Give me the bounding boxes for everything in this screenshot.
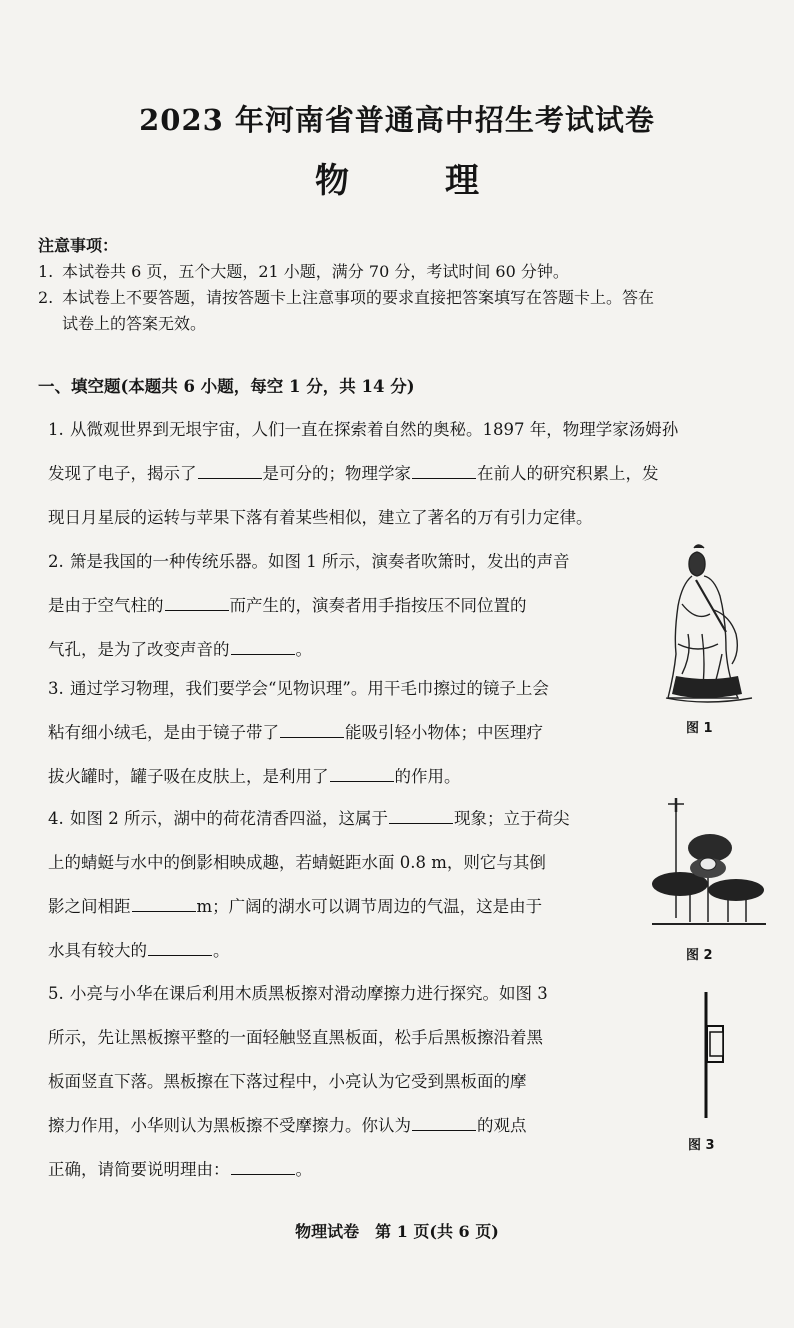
notice-text: 本试卷上不要答题，请按答题卡上注意事项的要求直接把答案填写在答题卡上。答在 bbox=[62, 288, 655, 307]
answer-blank bbox=[389, 805, 453, 824]
question-text: 的观点 bbox=[477, 1116, 527, 1135]
answer-blank bbox=[412, 1112, 476, 1131]
question-text: 能吸引轻小物体；中医理疗 bbox=[345, 723, 543, 742]
question-text: 是由于空气柱的 bbox=[48, 596, 164, 615]
question-text: 小亮与小华在课后利用木质黑板擦对滑动摩擦力进行探究。如图 3 bbox=[70, 984, 548, 1003]
question-text: 。 bbox=[295, 640, 312, 659]
answer-blank bbox=[132, 893, 196, 912]
answer-blank bbox=[148, 937, 212, 956]
notice-text-continued: 试卷上的答案无效。 bbox=[62, 314, 207, 333]
page-footer: 物理试卷 第 1 页(共 6 页) bbox=[295, 1222, 499, 1241]
question-text: 。 bbox=[295, 1160, 312, 1179]
figure-2-lotus-dragonfly bbox=[650, 798, 768, 938]
question-number: 1. bbox=[48, 420, 64, 439]
question-text: 粘有细小绒毛，是由于镜子带了 bbox=[48, 723, 279, 742]
question-text: 板面竖直下落。黑板擦在下落过程中，小亮认为它受到黑板面的摩 bbox=[48, 1072, 527, 1091]
question-text: 的作用。 bbox=[394, 767, 461, 786]
notice-item-2 bbox=[38, 285, 768, 337]
question-text: 擦力作用，小华则认为黑板擦不受摩擦力。你认为 bbox=[48, 1116, 411, 1135]
question-text: 如图 2 所示，湖中的荷花清香四溢，这属于 bbox=[70, 809, 388, 828]
question-text: 气孔，是为了改变声音的 bbox=[48, 640, 230, 659]
subject-title: 物理 bbox=[315, 161, 575, 201]
question-text: 所示，先让黑板擦平整的一面轻触竖直黑板面，松手后黑板擦沿着黑 bbox=[48, 1028, 543, 1047]
question-text: 发现了电子，揭示了 bbox=[48, 464, 197, 483]
answer-blank bbox=[231, 636, 295, 655]
answer-blank bbox=[330, 763, 394, 782]
question-text: 正确，请简要说明理由： bbox=[48, 1160, 230, 1179]
question-number: 2. bbox=[48, 552, 64, 571]
question-text: 箫是我国的一种传统乐器。如图 1 所示，演奏者吹箫时，发出的声音 bbox=[70, 552, 570, 571]
question-2 bbox=[48, 540, 570, 672]
notice-heading: 注意事项： bbox=[38, 236, 119, 255]
notice-item-1 bbox=[38, 259, 768, 285]
figure-1-xiao-player bbox=[652, 544, 756, 710]
question-text: 从微观世界到无垠宇宙，人们一直在探索着自然的奥秘。1897 年，物理学家汤姆孙 bbox=[70, 420, 679, 439]
exam-title: 2023 年河南省普通高中招生考试试卷 bbox=[139, 103, 655, 137]
notice-text: 本试卷共 6 页，五个大题，21 小题，满分 70 分，考试时间 60 分钟。 bbox=[62, 262, 569, 281]
figure-2-caption: 图 2 bbox=[686, 948, 713, 963]
question-1 bbox=[48, 408, 678, 540]
answer-blank bbox=[165, 592, 229, 611]
figure-3-caption: 图 3 bbox=[688, 1138, 715, 1153]
answer-blank bbox=[198, 460, 262, 479]
question-text: 上的蜻蜓与水中的倒影相映成趣，若蜻蜓距水面 0.8 m，则它与其倒 bbox=[48, 853, 546, 872]
question-number: 3. bbox=[48, 679, 64, 698]
question-text: 现象；立于荷尖 bbox=[454, 809, 570, 828]
notice-number: 2. bbox=[38, 288, 54, 307]
question-number: 4. bbox=[48, 809, 64, 828]
question-text: 现日月星辰的运转与苹果下落有着某些相似，建立了著名的万有引力定律。 bbox=[48, 508, 593, 527]
question-4 bbox=[48, 797, 570, 973]
figure-3-board-eraser bbox=[694, 990, 734, 1130]
figure-1-caption: 图 1 bbox=[686, 721, 713, 736]
question-text: 水具有较大的 bbox=[48, 941, 147, 960]
question-text: 在前人的研究积累上，发 bbox=[477, 464, 659, 483]
question-text: 而产生的，演奏者用手指按压不同位置的 bbox=[229, 596, 527, 615]
question-number: 5. bbox=[48, 984, 64, 1003]
section-heading: 一、填空题(本题共 6 小题，每空 1 分，共 14 分) bbox=[38, 377, 415, 396]
question-text: 。 bbox=[213, 941, 230, 960]
question-text: 通过学习物理，我们要学会“见物识理”。用干毛巾擦过的镜子上会 bbox=[70, 679, 549, 698]
answer-blank bbox=[412, 460, 476, 479]
question-3 bbox=[48, 667, 549, 799]
question-5 bbox=[48, 972, 548, 1192]
question-text: 是可分的；物理学家 bbox=[262, 464, 411, 483]
question-text: 影之间相距 bbox=[48, 897, 131, 916]
answer-blank bbox=[231, 1156, 295, 1175]
question-text: m；广阔的湖水可以调节周边的气温，这是由于 bbox=[196, 897, 543, 916]
answer-blank bbox=[280, 719, 344, 738]
notice-number: 1. bbox=[38, 262, 54, 281]
question-text: 拔火罐时，罐子吸在皮肤上，是利用了 bbox=[48, 767, 329, 786]
